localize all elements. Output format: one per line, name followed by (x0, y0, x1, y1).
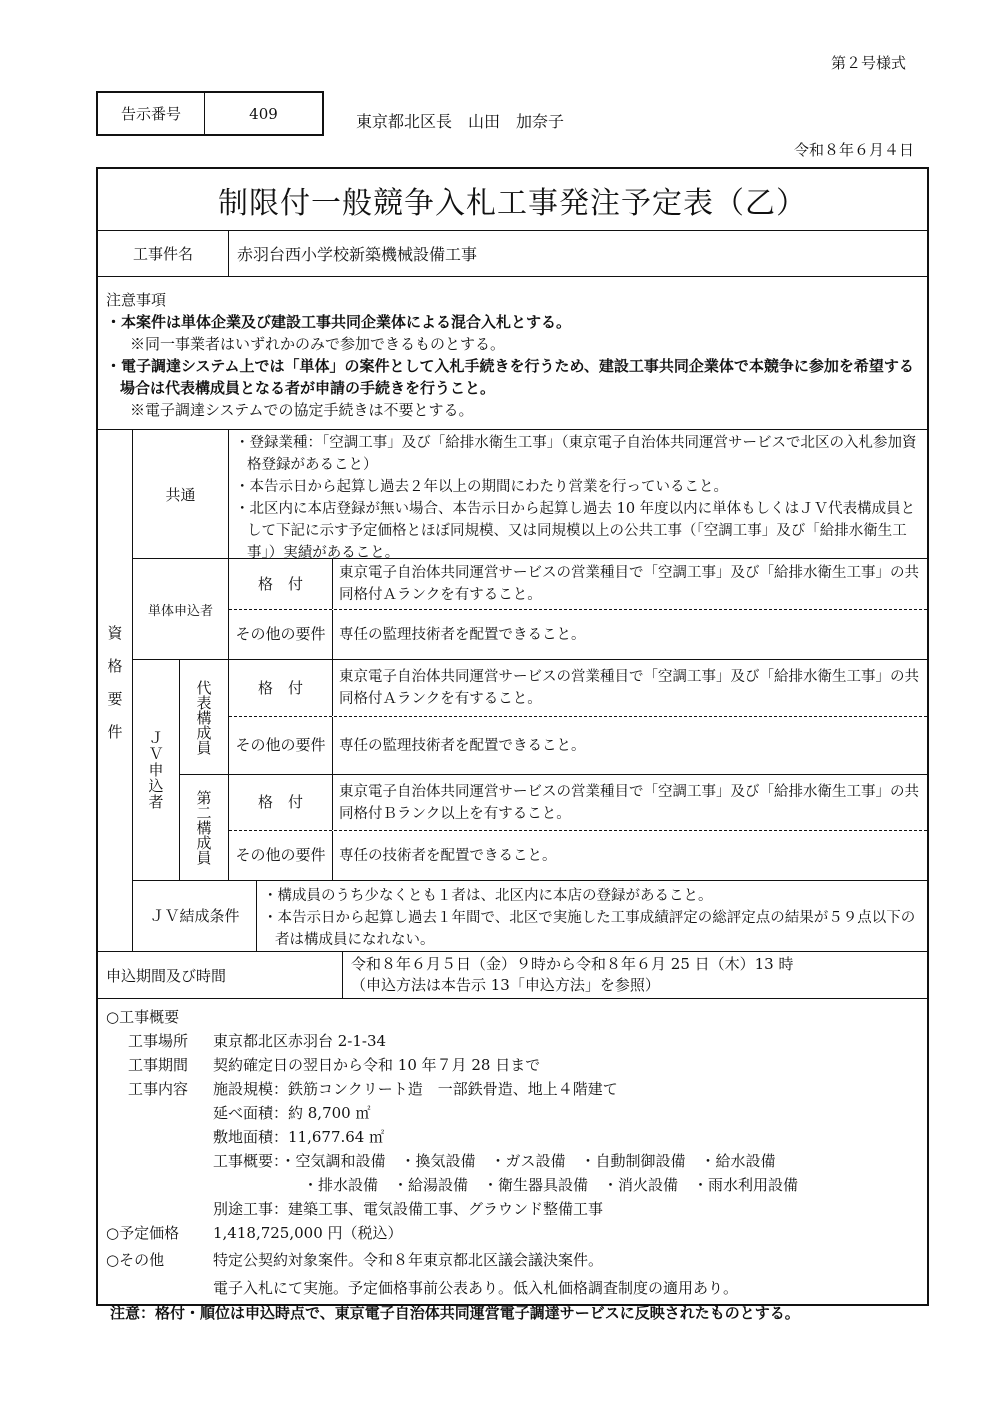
common-row (133, 430, 927, 559)
second-other-value: 専任の技術者を配置できること。 (339, 847, 557, 864)
notes-section (98, 277, 927, 430)
single-other-value: 専任の監理技術者を配置できること。 (339, 626, 586, 643)
single-applicant-label: 単体申込者 (133, 559, 229, 659)
common-item-3: ・北区内に本店登録が無い場合、本告示日から起算し過去 10 年度以内に単体もしくはＪＶ代表構成員として下記に示す予定価格とほぼ同規模、又は同規模以上の公共工事（「空調工事」及び「給排水衛生工事」）実績があること。 (235, 501, 916, 561)
second-member-label: 第二構成員 (180, 775, 229, 880)
jv-applicant-row (133, 660, 927, 881)
note-line-3: ・電子調達システム上では「単体」の案件として入札手続きを行うため、建設工事共同企業体で本競争に参加を希望する場合は代表構成員となる者が申請の手続きを行うこと。 (106, 357, 914, 397)
other-line-2: 電子入札にて実施。予定価格事前公表あり。低入札価格調査制度の適用あり。 (213, 1279, 739, 1297)
notice-number-value: 409 (249, 104, 278, 123)
period-label: 工事期間 (128, 1056, 189, 1074)
note-line-1: ・本案件は単体企業及び建設工事共同企業体による混合入札とする。 (106, 313, 572, 331)
notice-number-label: 告示番号 (98, 93, 205, 134)
application-period-label: 申込期間及び時間 (98, 952, 343, 998)
notice-number-box (96, 91, 324, 136)
second-other-label: その他の要件 (229, 831, 333, 880)
content-label: 工事内容 (128, 1080, 189, 1098)
work-name-label: 工事件名 (98, 231, 229, 276)
note-line-2: ※同一事業者はいずれかのみで参加できるものとする。 (130, 335, 506, 353)
jv-applicant-label: ＪＶ申込者 (133, 660, 180, 880)
work-name-row (98, 231, 927, 277)
form-number: 第２号様式 (830, 54, 906, 72)
page-title: 制限付一般競争入札工事発注予定表（乙） (98, 169, 927, 231)
other-label: ○その他 (106, 1251, 165, 1269)
work-summary-2: ・排水設備 ・給湯設備 ・衛生器具設備 ・消火設備 ・雨水利用設備 (303, 1176, 799, 1194)
jv-condition-row (133, 881, 927, 951)
jv-condition-1: ・構成員のうち少なくとも１者は、北区内に本店の登録があること。 (263, 888, 713, 904)
issue-date: 令和８年６月４日 (793, 141, 914, 159)
second-rank-label: 格 付 (229, 775, 333, 830)
jv-condition-2: ・本告示日から起算し過去１年間で、北区で実施した工事成績評定の総評定点の結果が５９点以下の者は構成員になれない。 (263, 910, 916, 948)
application-period-row (98, 952, 927, 999)
main-table (96, 167, 929, 1306)
common-label: 共通 (133, 430, 229, 558)
other-line-1: 特定公契約対象案件。令和８年東京都北区議会議決案件。 (213, 1251, 604, 1269)
single-rank-value: 東京電子自治体共同運営サービスの営業種目で「空調工事」及び「給排水衛生工事」の共同格付Ａランクを有すること。 (339, 565, 919, 603)
work-name-value: 赤羽台西小学校新築機械設備工事 (237, 245, 478, 264)
separate-work: 別途工事：建築工事、電気設備工事、グラウンド整備工事 (213, 1200, 604, 1218)
rep-rank-value: 東京電子自治体共同運営サービスの営業種目で「空調工事」及び「給排水衛生工事」の共同格付Ａランクを有すること。 (339, 669, 919, 707)
period-value: 契約確定日の翌日から令和 10 年７月 28 日まで (213, 1056, 541, 1074)
single-other-label: その他の要件 (229, 610, 333, 659)
common-item-2: ・本告示日から起算し過去２年以上の期間にわたり営業を行っていること。 (235, 479, 728, 495)
single-rank-label: 格 付 (229, 559, 333, 609)
facility-scale: 施設規模：鉄筋コンクリート造 一部鉄骨造、地上４階建て (213, 1080, 618, 1098)
place-label: 工事場所 (128, 1032, 189, 1050)
second-rank-value: 東京電子自治体共同運営サービスの営業種目で「空調工事」及び「給排水衛生工事」の共同格付Ｂランク以上を有すること。 (339, 783, 919, 822)
representative-member-label: 代表構成員 (180, 660, 229, 774)
note-line-4: ※電子調達システムでの協定手続きは不要とする。 (130, 401, 474, 419)
issuer: 東京都北区長 山田 加奈子 (356, 112, 565, 131)
footer-note: 注意：格付・順位は申込時点で、東京電子自治体共同運営電子調達サービスに反映されたものとする。 (110, 1304, 800, 1322)
rep-other-value: 専任の監理技術者を配置できること。 (339, 737, 586, 754)
price-label: ○予定価格 (106, 1224, 180, 1242)
application-period-line-1: 令和８年６月５日（金）９時から令和８年６月 25 日（木）13 時 (351, 955, 794, 973)
site-area: 敷地面積：11,677.64 ㎡ (213, 1128, 385, 1146)
application-period-line-2: （申込方法は本告示 13「申込方法」を参照） (351, 976, 660, 994)
work-outline-section (98, 999, 927, 1304)
rep-other-label: その他の要件 (229, 717, 333, 774)
rep-rank-label: 格 付 (229, 660, 333, 716)
qualification-section (98, 430, 927, 952)
common-item-1: ・登録業種：「空調工事」及び「給排水衛生工事」（東京電子自治体共同運営サービスで北区の入札参加資格登録があること） (235, 435, 917, 473)
floor-area: 延べ面積：約 8,700 ㎡ (213, 1104, 371, 1122)
work-summary-1: 工事概要：・空気調和設備 ・換気設備 ・ガス設備 ・自動制御設備 ・給水設備 (213, 1152, 776, 1170)
outline-heading: ○工事概要 (106, 1008, 180, 1026)
qualification-label: 資格要件 (98, 430, 133, 951)
price-value: 1,418,725,000 円（税込） (213, 1224, 403, 1242)
jv-condition-label: ＪＶ結成条件 (133, 881, 257, 951)
notes-heading: 注意事項 (106, 291, 167, 309)
single-applicant-row (133, 559, 927, 660)
place-value: 東京都北区赤羽台 2-1-34 (213, 1032, 387, 1050)
